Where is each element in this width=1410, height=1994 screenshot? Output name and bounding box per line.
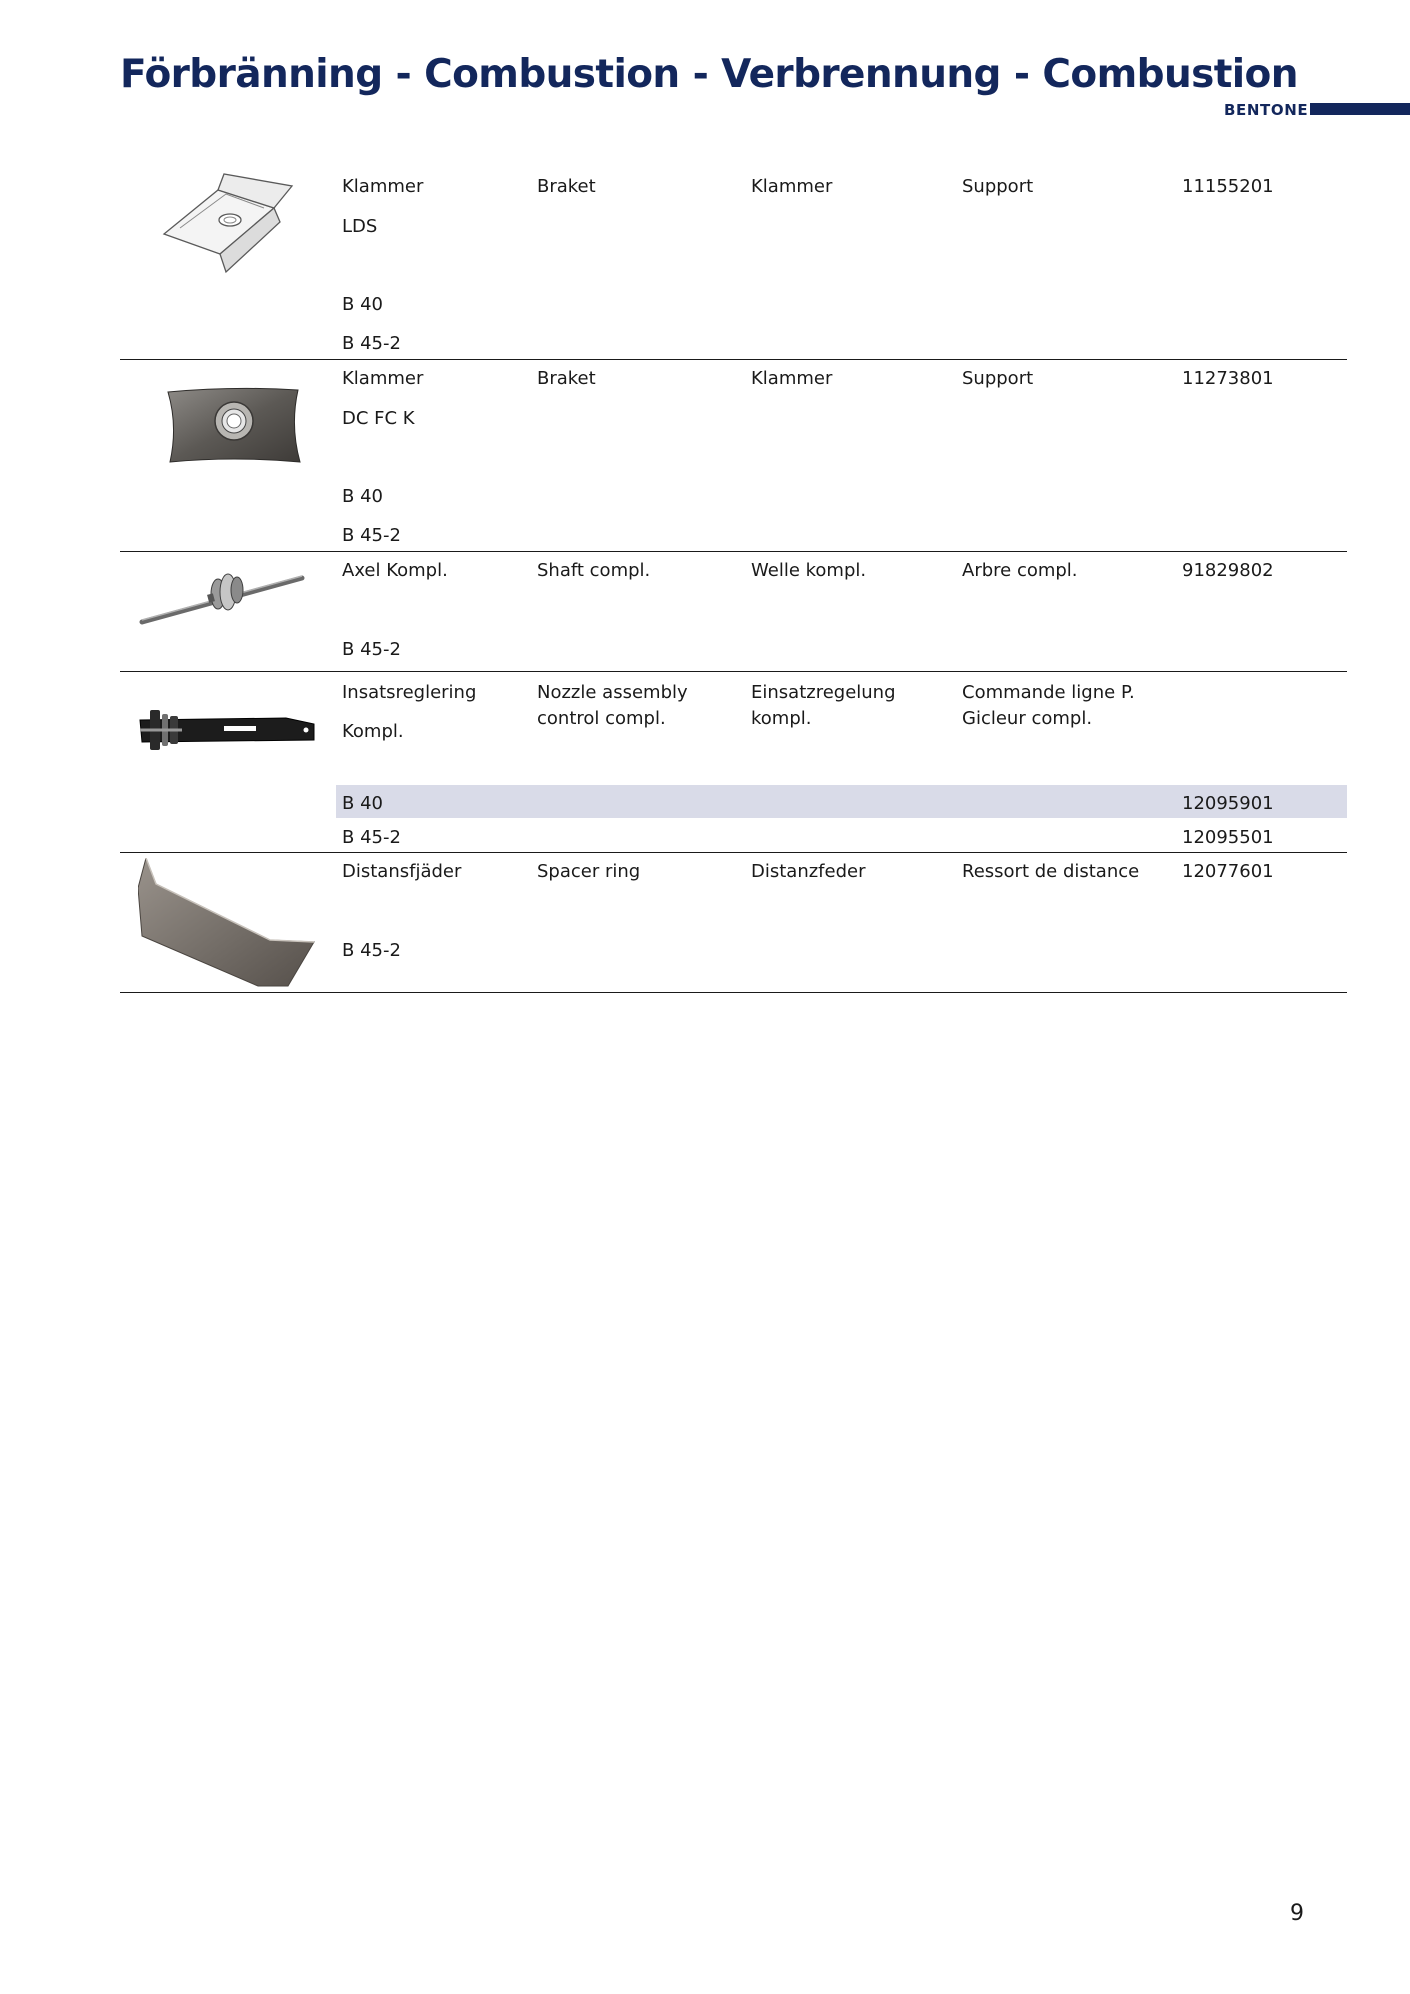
row-divider	[120, 992, 1347, 993]
part-variant: Kompl.	[342, 721, 404, 742]
part-name-de-cont: kompl.	[751, 708, 812, 729]
part-name-de: Welle kompl.	[751, 560, 867, 581]
part-name-en: Spacer ring	[537, 861, 641, 882]
model-label: B 40	[342, 294, 383, 315]
model-label: B 45-2	[342, 940, 401, 961]
model-label: B 45-2	[342, 827, 401, 848]
article-number: 11273801	[1182, 368, 1274, 389]
part-name-fr: Support	[962, 176, 1034, 197]
part-name-sv: Axel Kompl.	[342, 560, 448, 581]
part-name-fr: Arbre compl.	[962, 560, 1078, 581]
part-name-fr: Support	[962, 368, 1034, 389]
row-divider	[120, 671, 1347, 672]
part-name-de: Klammer	[751, 176, 833, 197]
part-name-de: Klammer	[751, 368, 833, 389]
bracket-clip-silver-icon	[160, 172, 300, 278]
part-name-fr: Ressort de distance	[962, 861, 1140, 882]
part-name-sv: Distansfjäder	[342, 861, 462, 882]
page-number: 9	[1290, 1901, 1304, 1926]
article-number: 12077601	[1182, 861, 1274, 882]
part-name-sv: Klammer	[342, 368, 424, 389]
model-label: B 45-2	[342, 639, 401, 660]
article-number: 91829802	[1182, 560, 1274, 581]
part-name-en: Shaft compl.	[537, 560, 651, 581]
part-name-fr: Commande ligne P.	[962, 682, 1135, 703]
page-title: Förbränning - Combustion - Verbrennung - Combustion	[120, 52, 1298, 97]
brand-logo-text: BENTONE	[1224, 101, 1309, 119]
part-name-de: Einsatzregelung	[751, 682, 896, 703]
shaft-icon	[138, 566, 306, 628]
row-divider	[120, 852, 1347, 853]
part-variant: LDS	[342, 216, 378, 237]
brand-bar	[1310, 103, 1410, 115]
row-divider	[120, 551, 1347, 552]
model-label: B 45-2	[342, 525, 401, 546]
part-name-sv: Insatsreglering	[342, 682, 477, 703]
part-name-fr-cont: Gicleur compl.	[962, 708, 1093, 729]
bracket-clip-dark-icon	[164, 386, 302, 466]
article-number: 11155201	[1182, 176, 1274, 197]
article-number: 12095901	[1182, 793, 1274, 814]
spacer-ring-icon	[138, 858, 318, 988]
part-name-en: Braket	[537, 368, 596, 389]
part-name-en-cont: control compl.	[537, 708, 666, 729]
model-label: B 40	[342, 486, 383, 507]
nozzle-assembly-control-icon	[136, 706, 318, 754]
part-name-sv: Klammer	[342, 176, 424, 197]
model-label: B 45-2	[342, 333, 401, 354]
row-divider	[120, 359, 1347, 360]
part-name-de: Distanzfeder	[751, 861, 866, 882]
part-name-en: Braket	[537, 176, 596, 197]
part-name-en: Nozzle assembly	[537, 682, 688, 703]
part-variant: DC FC K	[342, 408, 415, 429]
article-number: 12095501	[1182, 827, 1274, 848]
model-label: B 40	[342, 793, 383, 814]
